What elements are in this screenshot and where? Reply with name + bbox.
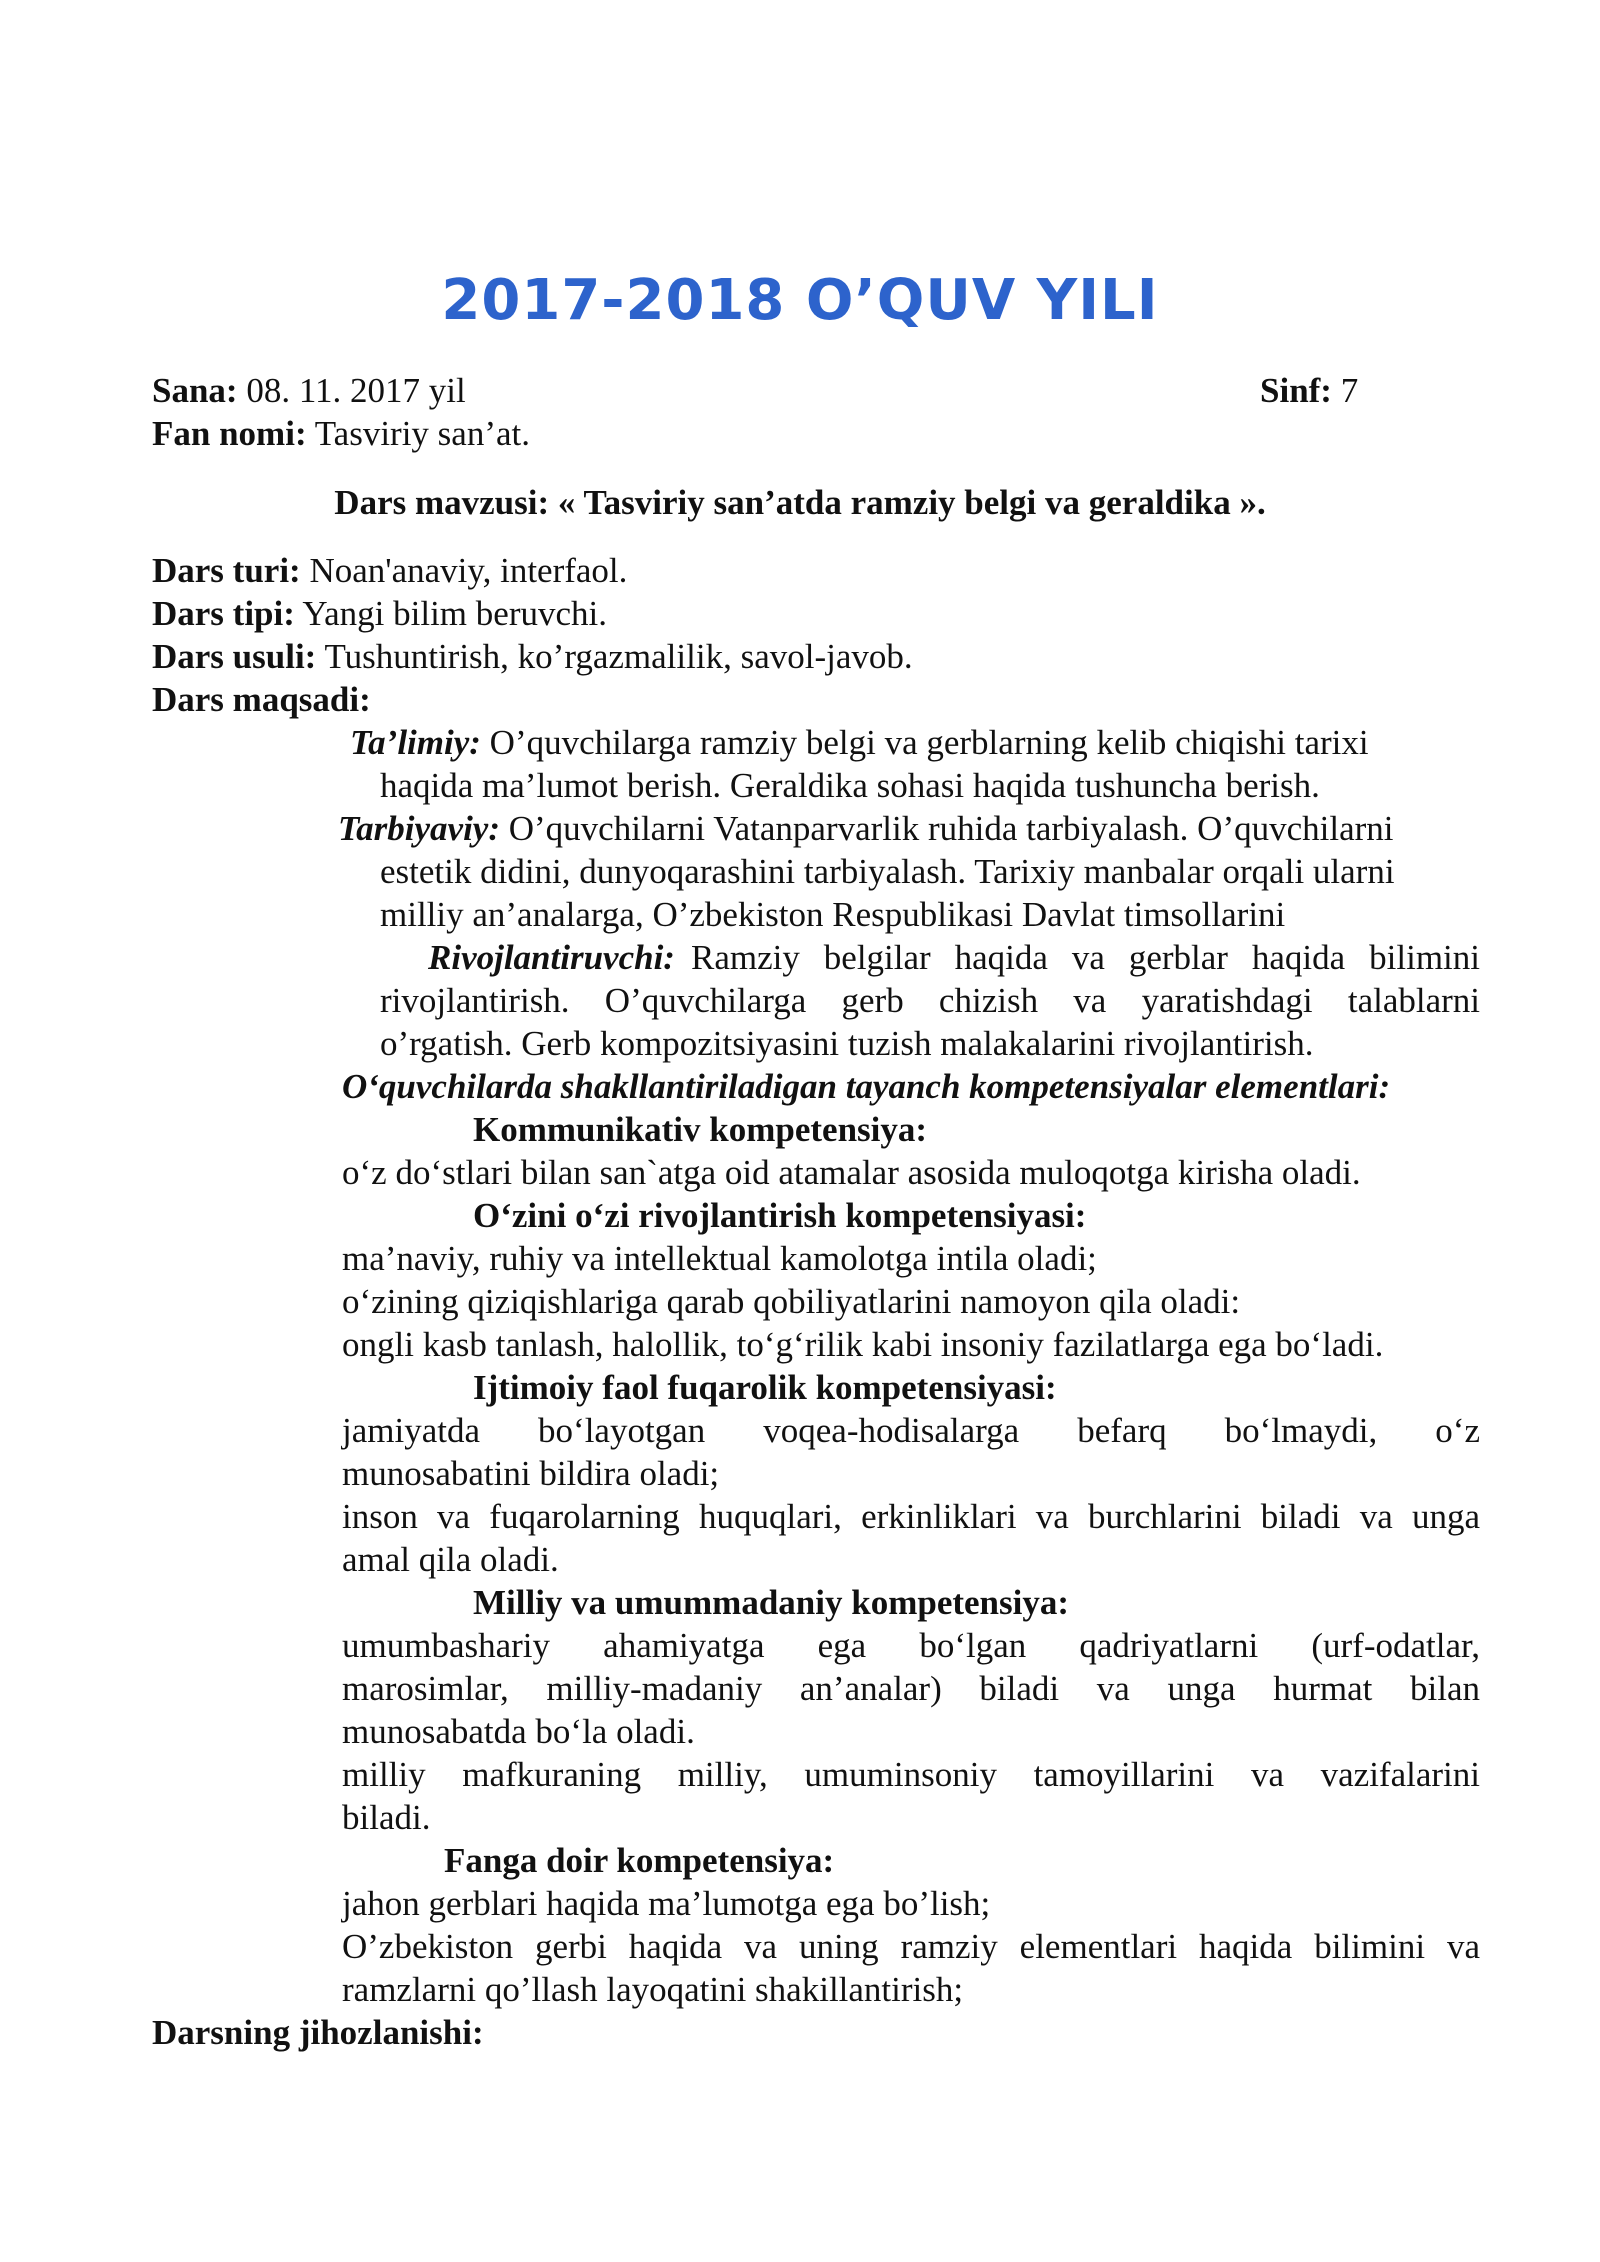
class-line xyxy=(1260,369,1358,412)
lesson-type-value: Noan'anaviy, interfaol. xyxy=(300,551,628,590)
upbringing-goal-label: Tarbiyaviy: xyxy=(338,809,500,848)
upbringing-goal-line-2: estetik didini, dunyoqarashini tarbiyalash. Tarixiy manbalar orqali ularni xyxy=(380,852,1395,891)
cultural-item-1-line-3: munosabatda bo‘la oladi. xyxy=(342,1712,695,1751)
civic-item-1-line-1: jamiyatda bo‘layotgan voqea-hodisalarga befarq bo‘lmaydi, o‘z xyxy=(342,1411,1480,1450)
lesson-method-value: Tushuntirish, ko’rgazmalilik, savol-javob. xyxy=(316,637,913,676)
date-value: 08. 11. 2017 yil xyxy=(237,371,466,410)
subject-competency-title: Fanga doir kompetensiya: xyxy=(444,1841,835,1880)
date-label: Sana: xyxy=(152,371,238,410)
civic-item-2-line-1: inson va fuqarolarning huquqlari, erkinliklari va burchlarini biladi va unga xyxy=(342,1497,1480,1536)
cultural-item-1-line-2: marosimlar, milliy-madaniy an’analar) biladi va unga hurmat bilan xyxy=(342,1669,1480,1708)
lesson-topic: Dars mavzusi: « Tasviriy san’atda ramziy belgi va geraldika ». xyxy=(334,483,1266,522)
civic-item-1-line-2: munosabatini bildira oladi; xyxy=(342,1454,720,1493)
developmental-goal-line-2: rivojlantirish. O’quvchilarga gerb chizish va yaratishdagi talablarni xyxy=(380,981,1480,1020)
class-label: Sinf: xyxy=(1260,371,1332,410)
developmental-goal-text: Ramziy belgilar haqida va gerblar haqida bilimini xyxy=(690,938,1480,977)
subject-competency-item-1: jahon gerblari haqida ma’lumotga ega bo’lish; xyxy=(342,1884,991,1923)
subject-competency-item-2-line-2: ramzlarni qo’llash layoqatini shakillantirish; xyxy=(342,1970,964,2009)
page-title: 2017-2018 O’QUV YILI xyxy=(441,268,1159,333)
equipment-label: Darsning jihozlanishi: xyxy=(152,2013,484,2052)
educational-goal-line-2: haqida ma’lumot berish. Geraldika sohasi haqida tushuncha berish. xyxy=(380,766,1320,805)
developmental-goal-line-3: o’rgatish. Gerb kompozitsiyasini tuzish malakalarini rivojlantirish. xyxy=(380,1024,1314,1063)
lesson-kind-value: Yangi bilim beruvchi. xyxy=(294,594,607,633)
lesson-kind-label: Dars tipi: xyxy=(152,594,295,633)
lesson-goal-label: Dars maqsadi: xyxy=(152,680,371,719)
upbringing-goal-text: O’quvchilarni Vatanparvarlik ruhida tarbiyalash. O’quvchilarni xyxy=(500,809,1394,848)
subject-label: Fan nomi: xyxy=(152,414,307,453)
cultural-item-2-line-1: milliy mafkuraning milliy, umuminsoniy tamoyillarini va vazifalarini xyxy=(342,1755,1480,1794)
upbringing-goal-line-3: milliy an’analarga, O’zbekiston Respublikasi Davlat timsollarini xyxy=(380,895,1286,934)
communicative-competency-title: Kommunikativ kompetensiya: xyxy=(473,1110,928,1149)
upbringing-goal-line-1 xyxy=(338,807,1394,850)
self-development-item-1: ma’naviy, ruhiy va intellektual kamolotga intila oladi; xyxy=(342,1239,1097,1278)
subject-value: Tasviriy san’at. xyxy=(306,414,530,453)
educational-goal-line-1 xyxy=(350,721,1369,764)
competencies-heading: O‘quvchilarda shakllantiriladigan tayanch kompetensiyalar elementlari: xyxy=(342,1067,1391,1106)
educational-goal-text: O’quvchilarga ramziy belgi va gerblarning kelib chiqishi tarixi xyxy=(480,723,1369,762)
developmental-goal-label: Rivojlantiruvchi: xyxy=(428,938,675,977)
subject-competency-item-2-line-1: O’zbekiston gerbi haqida va uning ramziy elementlari haqida bilimini va xyxy=(342,1927,1480,1966)
subject-line xyxy=(152,412,530,455)
educational-goal-label: Ta’limiy: xyxy=(350,723,481,762)
lesson-type-label: Dars turi: xyxy=(152,551,301,590)
cultural-competency-title: Milliy va umummadaniy kompetensiya: xyxy=(473,1583,1070,1622)
self-development-competency-title: O‘zini o‘zi rivojlantirish kompetensiyasi: xyxy=(473,1196,1087,1235)
date-line xyxy=(152,369,466,412)
developmental-goal-line-1 xyxy=(428,936,1480,979)
civic-competency-title: Ijtimoiy faol fuqarolik kompetensiyasi: xyxy=(473,1368,1057,1407)
lesson-method xyxy=(152,635,913,678)
lesson-type xyxy=(152,549,627,592)
class-value: 7 xyxy=(1331,371,1359,410)
lesson-kind xyxy=(152,592,607,635)
cultural-item-2-line-2: biladi. xyxy=(342,1798,431,1837)
self-development-item-2: o‘zining qiziqishlariga qarab qobiliyatlarini namoyon qila oladi: xyxy=(342,1282,1241,1321)
lesson-method-label: Dars usuli: xyxy=(152,637,317,676)
communicative-competency-item: o‘z do‘stlari bilan san`atga oid atamalar asosida muloqotga kirisha oladi. xyxy=(342,1153,1361,1192)
self-development-item-3: ongli kasb tanlash, halollik, to‘g‘rilik kabi insoniy fazilatlarga ega bo‘ladi. xyxy=(342,1325,1384,1364)
cultural-item-1-line-1: umumbashariy ahamiyatga ega bo‘lgan qadriyatlarni (urf-odatlar, xyxy=(342,1626,1480,1665)
civic-item-2-line-2: amal qila oladi. xyxy=(342,1540,559,1579)
